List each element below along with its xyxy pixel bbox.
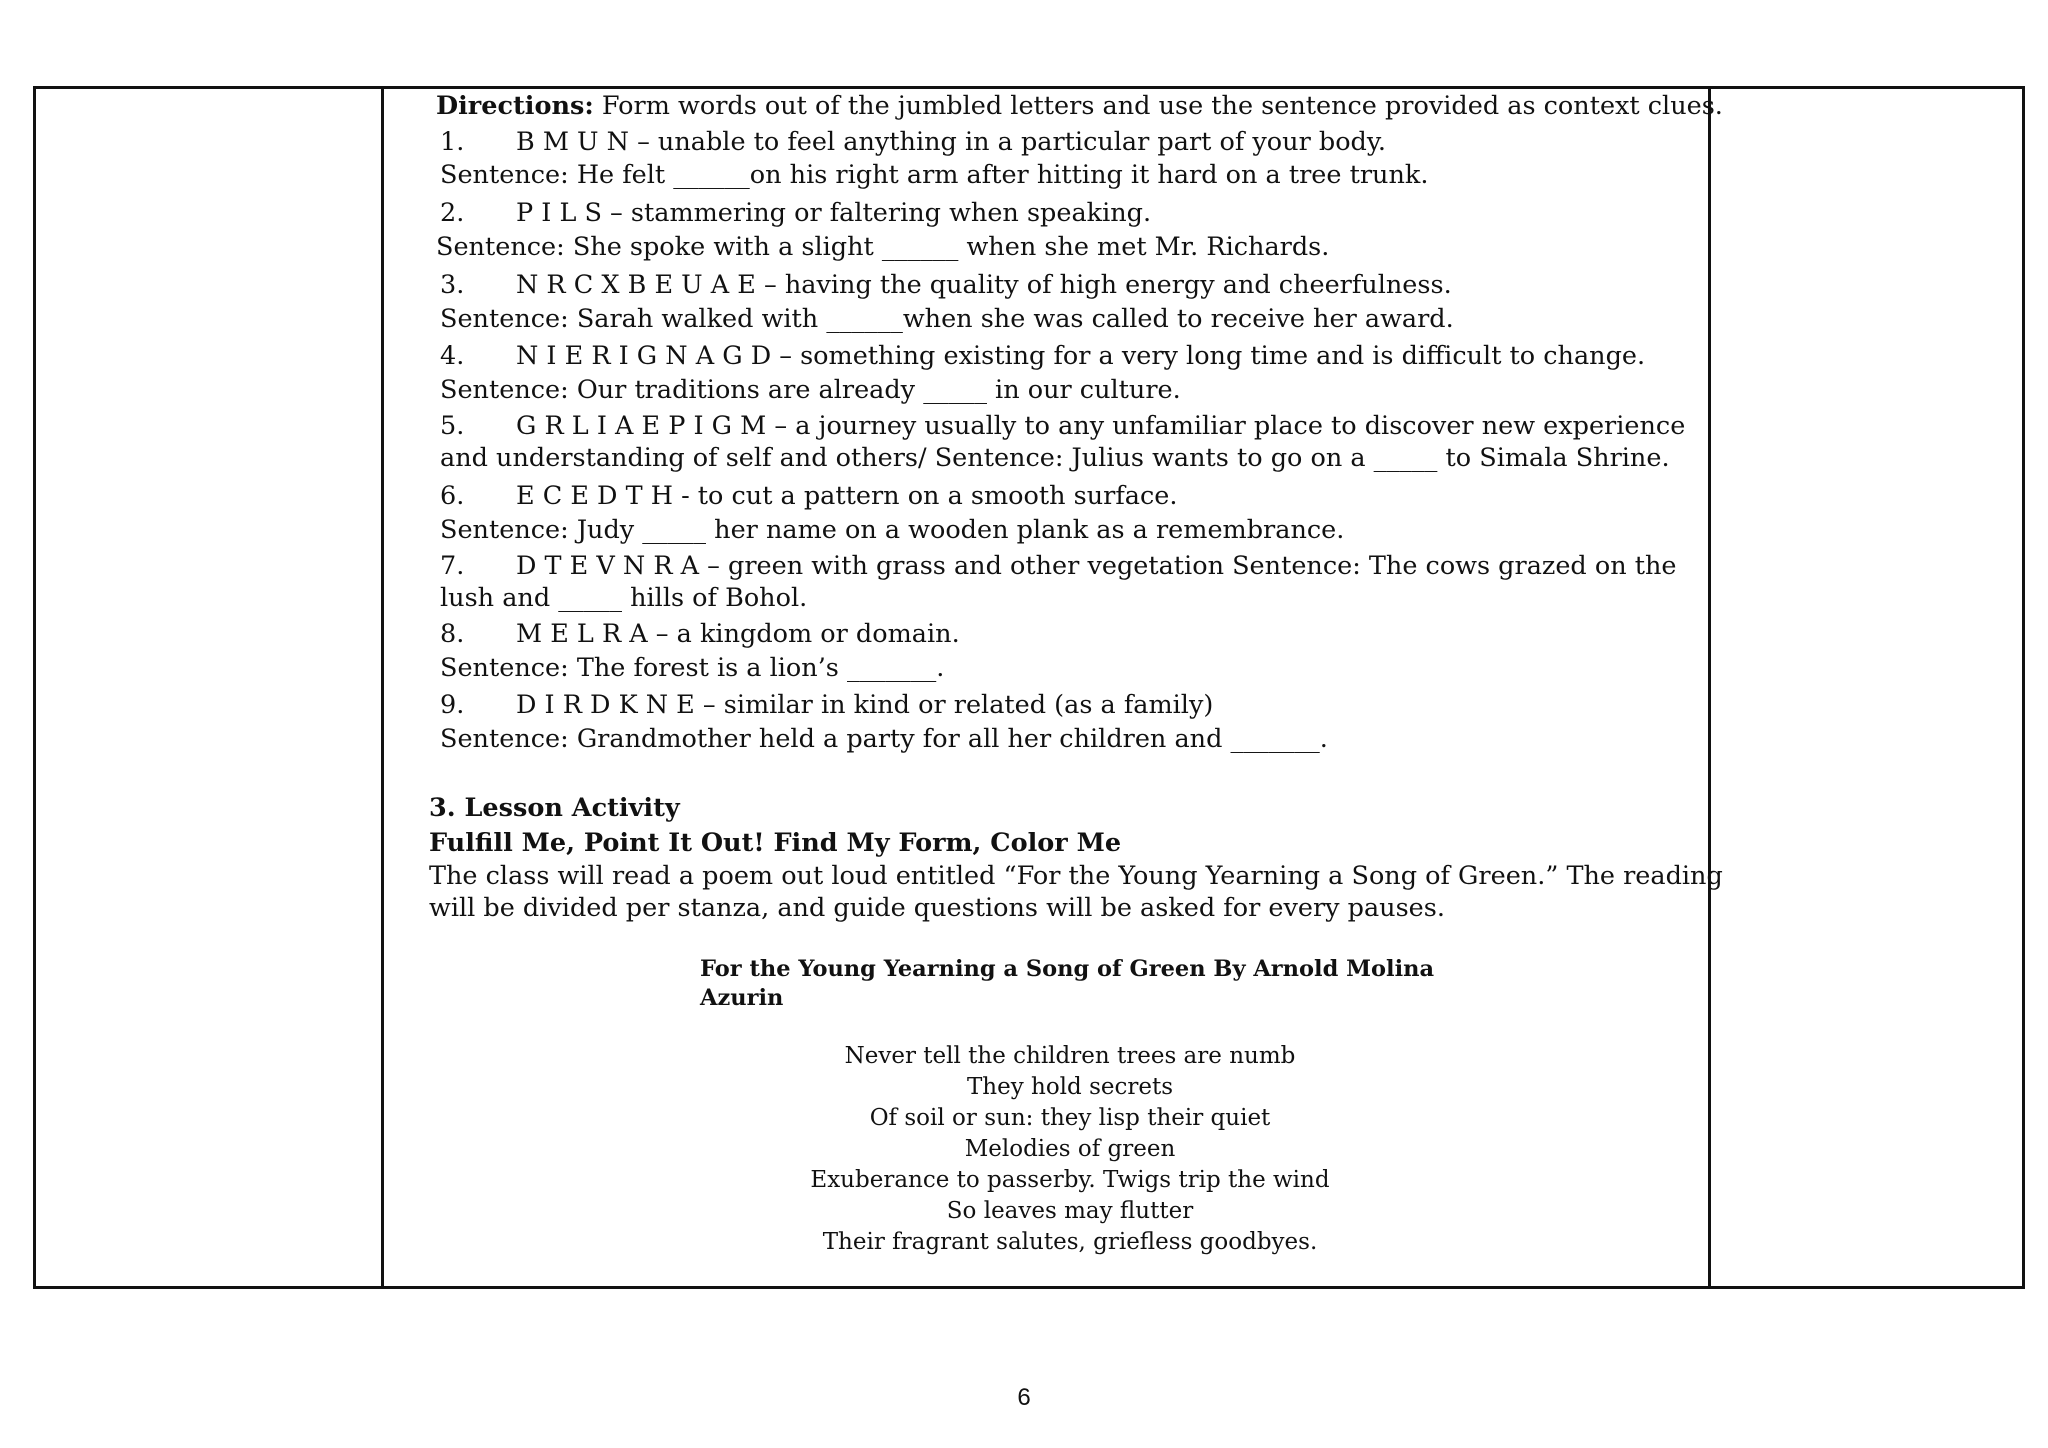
directions (436, 89, 1723, 123)
item-9-clue: 9. D I R D K N E – similar in kind or related (as a family) (440, 690, 1214, 720)
column-divider-left (381, 89, 384, 1286)
item-3-sentence: Sentence: Sarah walked with ______when she was called to receive her award. (440, 304, 1454, 334)
item-5-clue: 5. G R L I A E P I G M – a journey usually to any unfamiliar place to discover new experience (440, 411, 1686, 441)
item-3-clue: 3. N R C X B E U A E – having the quality of high energy and cheerfulness. (440, 270, 1452, 300)
lesson-heading: 3. Lesson Activity (429, 793, 680, 823)
poem-line: Exuberance to passerby. Twigs trip the wind (810, 1167, 1330, 1193)
poem-title-line-2: Azurin (700, 985, 784, 1011)
item-6-clue: 6. E C E D T H - to cut a pattern on a smooth surface. (440, 481, 1178, 511)
page-number: 6 (1017, 1384, 1031, 1411)
poem-line: Of soil or sun: they lisp their quiet (869, 1105, 1271, 1131)
item-1-clue: 1. B M U N – unable to feel anything in a particular part of your body. (440, 127, 1386, 157)
poem-title-line-1: For the Young Yearning a Song of Green By Arnold Molina (700, 956, 1435, 982)
item-6-sentence: Sentence: Judy _____ her name on a wooden plank as a remembrance. (440, 515, 1345, 545)
item-5-sentence: and understanding of self and others/ Sentence: Julius wants to go on a _____ to Simala Shrine. (440, 443, 1670, 473)
item-7-sentence: lush and _____ hills of Bohol. (440, 583, 808, 613)
poem-body (394, 1041, 1746, 1271)
lesson-table (33, 86, 2025, 1289)
directions-text: Form words out of the jumbled letters and use the sentence provided as context clues. (593, 91, 1723, 121)
poem-line: So leaves may flutter (946, 1198, 1194, 1224)
item-9-sentence: Sentence: Grandmother held a party for all her children and _______. (440, 724, 1328, 754)
item-2-clue: 2. P I L S – stammering or faltering when speaking. (440, 198, 1152, 228)
item-4-clue: 4. N I E R I G N A G D – something existing for a very long time and is difficult to change. (440, 341, 1646, 371)
item-4-sentence: Sentence: Our traditions are already _____ in our culture. (440, 375, 1181, 405)
item-1-sentence: Sentence: He felt ______on his right arm after hitting it hard on a tree trunk. (440, 160, 1429, 190)
poem-line: Never tell the children trees are numb (844, 1043, 1296, 1069)
lesson-body-line-1: The class will read a poem out loud entitled “For the Young Yearning a Song of Green.” The reading (429, 861, 1723, 891)
directions-label: Directions: (436, 91, 594, 121)
poem-line: Their fragrant salutes, griefless goodbyes. (822, 1229, 1318, 1255)
item-8-sentence: Sentence: The forest is a lion’s _______. (440, 653, 945, 683)
item-8-clue: 8. M E L R A – a kingdom or domain. (440, 619, 960, 649)
lesson-subheading: Fulfill Me, Point It Out! Find My Form, Color Me (429, 828, 1122, 858)
poem-line: Melodies of green (964, 1136, 1176, 1162)
item-7-clue: 7. D T E V N R A – green with grass and other vegetation Sentence: The cows grazed on the (440, 551, 1677, 581)
main-content-cell (394, 89, 1746, 1286)
item-2-sentence: Sentence: She spoke with a slight ______ when she met Mr. Richards. (436, 232, 1330, 262)
lesson-body-line-2: will be divided per stanza, and guide questions will be asked for every pauses. (429, 893, 1445, 923)
poem-line: They hold secrets (966, 1074, 1174, 1100)
